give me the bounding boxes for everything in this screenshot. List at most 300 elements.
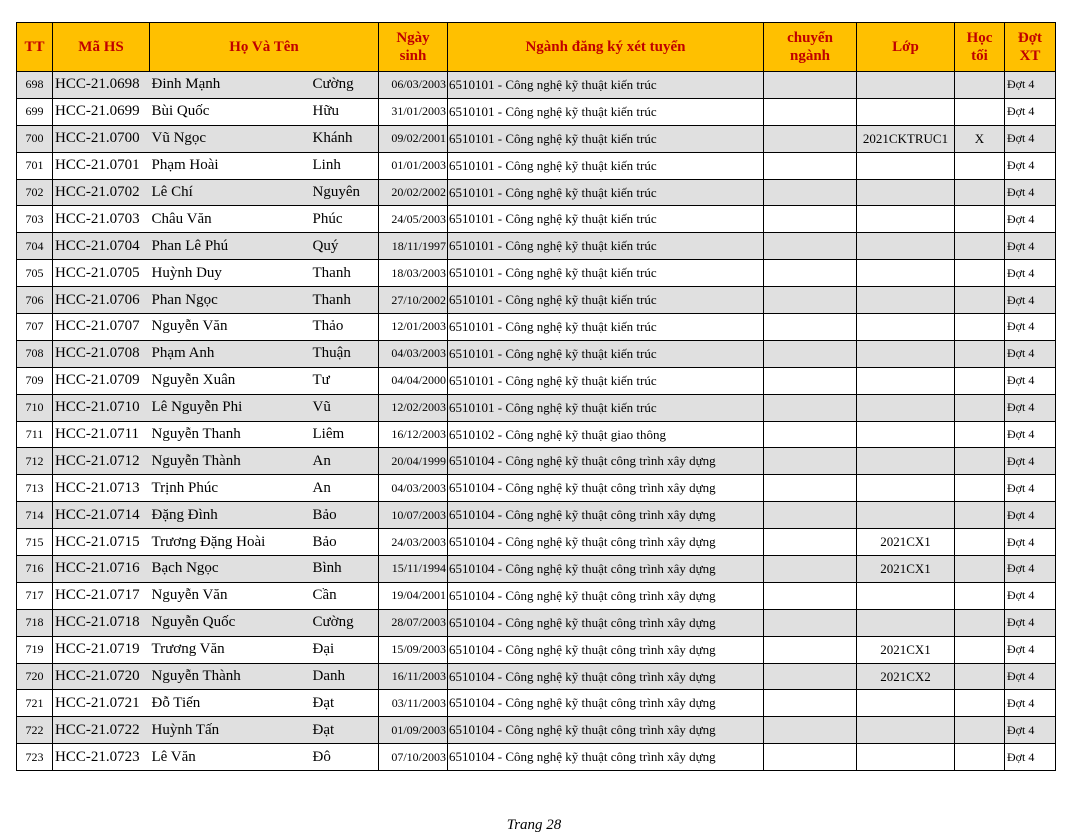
cell-tt: 714: [17, 502, 53, 529]
cell-ten: Liêm: [311, 421, 379, 448]
cell-chuyen-nganh: [764, 556, 857, 583]
cell-ma-hs: HCC-21.0709: [53, 367, 150, 394]
cell-dot-xt: Đợt 4: [1005, 502, 1056, 529]
cell-ngay-sinh: 24/05/2003: [379, 206, 448, 233]
cell-tt: 719: [17, 636, 53, 663]
cell-chuyen-nganh: [764, 502, 857, 529]
cell-ho: Trịnh Phúc: [150, 475, 311, 502]
cell-tt: 703: [17, 206, 53, 233]
cell-chuyen-nganh: [764, 179, 857, 206]
cell-dot-xt: Đợt 4: [1005, 448, 1056, 475]
cell-lop: [857, 582, 955, 609]
cell-ma-hs: HCC-21.0699: [53, 98, 150, 125]
cell-ma-hs: HCC-21.0711: [53, 421, 150, 448]
cell-lop: 2021CX1: [857, 556, 955, 583]
header-ngay-sinh-line2: sinh: [399, 48, 427, 64]
cell-chuyen-nganh: [764, 609, 857, 636]
cell-hoc-toi: [955, 475, 1005, 502]
cell-nganh: 6510101 - Công nghệ kỹ thuật kiến trúc: [448, 340, 764, 367]
cell-nganh: 6510104 - Công nghệ kỹ thuật công trình xây dựng: [448, 663, 764, 690]
cell-ma-hs: HCC-21.0713: [53, 475, 150, 502]
cell-chuyen-nganh: [764, 233, 857, 260]
cell-tt: 702: [17, 179, 53, 206]
cell-tt: 709: [17, 367, 53, 394]
cell-lop: [857, 421, 955, 448]
cell-nganh: 6510101 - Công nghệ kỹ thuật kiến trúc: [448, 206, 764, 233]
cell-ho: Nguyễn Thành: [150, 663, 311, 690]
cell-lop: [857, 260, 955, 287]
cell-ma-hs: HCC-21.0701: [53, 152, 150, 179]
cell-ngay-sinh: 16/12/2003: [379, 421, 448, 448]
header-hoc-toi-line2: tối: [971, 48, 988, 64]
table-row: [17, 233, 1056, 260]
cell-nganh: 6510104 - Công nghệ kỹ thuật công trình xây dựng: [448, 448, 764, 475]
cell-ngay-sinh: 07/10/2003: [379, 744, 448, 771]
cell-lop: [857, 340, 955, 367]
cell-ten: Quý: [311, 233, 379, 260]
header-hoc-toi: [955, 23, 1005, 72]
cell-ten: Nguyên: [311, 179, 379, 206]
header-lop-label: Lớp: [892, 39, 919, 55]
header-lop: [857, 23, 955, 72]
cell-dot-xt: Đợt 4: [1005, 72, 1056, 99]
cell-ma-hs: HCC-21.0698: [53, 72, 150, 99]
cell-tt: 716: [17, 556, 53, 583]
cell-tt: 698: [17, 72, 53, 99]
header-hoc-toi-line1: Học: [966, 30, 993, 46]
cell-tt: 705: [17, 260, 53, 287]
cell-ho: Bùi Quốc: [150, 98, 311, 125]
cell-dot-xt: Đợt 4: [1005, 582, 1056, 609]
cell-ten: Đô: [311, 744, 379, 771]
cell-ho: Lê Nguyễn Phi: [150, 394, 311, 421]
cell-chuyen-nganh: [764, 206, 857, 233]
cell-ho: Phan Lê Phú: [150, 233, 311, 260]
cell-ten: An: [311, 475, 379, 502]
cell-ma-hs: HCC-21.0708: [53, 340, 150, 367]
table-row: [17, 556, 1056, 583]
table-row: [17, 206, 1056, 233]
cell-ngay-sinh: 12/02/2003: [379, 394, 448, 421]
cell-tt: 704: [17, 233, 53, 260]
table-row: [17, 582, 1056, 609]
cell-hoc-toi: [955, 260, 1005, 287]
cell-ngay-sinh: 10/07/2003: [379, 502, 448, 529]
cell-tt: 701: [17, 152, 53, 179]
cell-ho: Bạch Ngọc: [150, 556, 311, 583]
page-number: Trang 28: [506, 817, 562, 833]
cell-hoc-toi: [955, 72, 1005, 99]
cell-ten: Cần: [311, 582, 379, 609]
cell-ho: Trương Văn: [150, 636, 311, 663]
cell-dot-xt: Đợt 4: [1005, 475, 1056, 502]
cell-ngay-sinh: 20/02/2002: [379, 179, 448, 206]
cell-ho: Huỳnh Tấn: [150, 717, 311, 744]
cell-tt: 699: [17, 98, 53, 125]
cell-ho: Nguyễn Văn: [150, 582, 311, 609]
cell-ten: Bảo: [311, 502, 379, 529]
table-row: [17, 663, 1056, 690]
cell-lop: 2021CX1: [857, 636, 955, 663]
cell-ma-hs: HCC-21.0719: [53, 636, 150, 663]
cell-hoc-toi: [955, 421, 1005, 448]
cell-tt: 722: [17, 717, 53, 744]
cell-nganh: 6510101 - Công nghệ kỹ thuật kiến trúc: [448, 233, 764, 260]
table-row: [17, 717, 1056, 744]
cell-ma-hs: HCC-21.0712: [53, 448, 150, 475]
cell-tt: 715: [17, 529, 53, 556]
cell-ma-hs: HCC-21.0707: [53, 314, 150, 341]
cell-lop: [857, 690, 955, 717]
cell-hoc-toi: X: [955, 125, 1005, 152]
cell-ngay-sinh: 12/01/2003: [379, 314, 448, 341]
cell-lop: [857, 717, 955, 744]
cell-ten: Đạt: [311, 690, 379, 717]
header-chuyen-nganh-line2: ngành: [789, 48, 831, 64]
header-nganh: [448, 23, 764, 72]
cell-lop: 2021CKTRUC1: [857, 125, 955, 152]
cell-chuyen-nganh: [764, 260, 857, 287]
cell-nganh: 6510101 - Công nghệ kỹ thuật kiến trúc: [448, 260, 764, 287]
cell-ma-hs: HCC-21.0706: [53, 287, 150, 314]
cell-ma-hs: HCC-21.0703: [53, 206, 150, 233]
cell-ho: Lê Văn: [150, 744, 311, 771]
cell-ten: Phúc: [311, 206, 379, 233]
cell-dot-xt: Đợt 4: [1005, 314, 1056, 341]
cell-lop: [857, 179, 955, 206]
cell-lop: [857, 394, 955, 421]
cell-lop: [857, 475, 955, 502]
table-row: [17, 421, 1056, 448]
cell-ngay-sinh: 01/09/2003: [379, 717, 448, 744]
cell-lop: [857, 609, 955, 636]
header-dot-xt: [1005, 23, 1056, 72]
cell-ho: Phạm Hoài: [150, 152, 311, 179]
table-row: [17, 152, 1056, 179]
table-row: [17, 179, 1056, 206]
cell-ngay-sinh: 15/09/2003: [379, 636, 448, 663]
cell-ten: Vũ: [311, 394, 379, 421]
cell-chuyen-nganh: [764, 690, 857, 717]
cell-hoc-toi: [955, 206, 1005, 233]
cell-dot-xt: Đợt 4: [1005, 98, 1056, 125]
cell-hoc-toi: [955, 502, 1005, 529]
cell-ho: Đỗ Tiến: [150, 690, 311, 717]
cell-nganh: 6510101 - Công nghệ kỹ thuật kiến trúc: [448, 367, 764, 394]
cell-chuyen-nganh: [764, 448, 857, 475]
table-row: [17, 287, 1056, 314]
cell-ma-hs: HCC-21.0716: [53, 556, 150, 583]
cell-nganh: 6510104 - Công nghệ kỹ thuật công trình xây dựng: [448, 609, 764, 636]
cell-ho: Phạm Anh: [150, 340, 311, 367]
cell-dot-xt: Đợt 4: [1005, 636, 1056, 663]
cell-ho: Vũ Ngọc: [150, 125, 311, 152]
cell-chuyen-nganh: [764, 475, 857, 502]
header-ngay-sinh-line1: Ngày: [396, 30, 430, 46]
cell-ngay-sinh: 20/04/1999: [379, 448, 448, 475]
cell-nganh: 6510104 - Công nghệ kỹ thuật công trình xây dựng: [448, 717, 764, 744]
cell-ho: Trương Đặng Hoài: [150, 529, 311, 556]
table-row: [17, 609, 1056, 636]
cell-hoc-toi: [955, 233, 1005, 260]
cell-ten: Đại: [311, 636, 379, 663]
cell-ho: Nguyễn Quốc: [150, 609, 311, 636]
cell-ma-hs: HCC-21.0720: [53, 663, 150, 690]
cell-ho: Đinh Mạnh: [150, 72, 311, 99]
cell-ma-hs: HCC-21.0700: [53, 125, 150, 152]
cell-ho: Nguyễn Xuân: [150, 367, 311, 394]
cell-lop: [857, 233, 955, 260]
cell-hoc-toi: [955, 314, 1005, 341]
cell-hoc-toi: [955, 717, 1005, 744]
cell-chuyen-nganh: [764, 98, 857, 125]
cell-lop: [857, 448, 955, 475]
cell-ma-hs: HCC-21.0717: [53, 582, 150, 609]
cell-tt: 708: [17, 340, 53, 367]
cell-tt: 700: [17, 125, 53, 152]
table-row: [17, 448, 1056, 475]
cell-dot-xt: Đợt 4: [1005, 529, 1056, 556]
header-ngay-sinh: [379, 23, 448, 72]
cell-nganh: 6510101 - Công nghệ kỹ thuật kiến trúc: [448, 125, 764, 152]
cell-ngay-sinh: 04/04/2000: [379, 367, 448, 394]
cell-chuyen-nganh: [764, 287, 857, 314]
cell-ngay-sinh: 16/11/2003: [379, 663, 448, 690]
cell-tt: 707: [17, 314, 53, 341]
cell-dot-xt: Đợt 4: [1005, 287, 1056, 314]
cell-hoc-toi: [955, 367, 1005, 394]
header-ho-ten-label: Họ Và Tên: [229, 39, 299, 55]
cell-chuyen-nganh: [764, 421, 857, 448]
cell-ten: Cường: [311, 72, 379, 99]
cell-lop: [857, 72, 955, 99]
cell-lop: [857, 206, 955, 233]
cell-chuyen-nganh: [764, 663, 857, 690]
cell-tt: 712: [17, 448, 53, 475]
cell-nganh: 6510101 - Công nghệ kỹ thuật kiến trúc: [448, 98, 764, 125]
header-dot-xt-line2: XT: [1019, 48, 1041, 64]
cell-ngay-sinh: 15/11/1994: [379, 556, 448, 583]
cell-tt: 718: [17, 609, 53, 636]
table-body: [17, 72, 1056, 771]
cell-chuyen-nganh: [764, 394, 857, 421]
cell-lop: [857, 314, 955, 341]
cell-tt: 721: [17, 690, 53, 717]
cell-lop: [857, 287, 955, 314]
cell-lop: [857, 98, 955, 125]
cell-dot-xt: Đợt 4: [1005, 744, 1056, 771]
header-ho-ten: [150, 23, 379, 72]
cell-dot-xt: Đợt 4: [1005, 206, 1056, 233]
cell-ma-hs: HCC-21.0721: [53, 690, 150, 717]
cell-chuyen-nganh: [764, 314, 857, 341]
cell-dot-xt: Đợt 4: [1005, 663, 1056, 690]
cell-ten: Thanh: [311, 260, 379, 287]
cell-hoc-toi: [955, 340, 1005, 367]
cell-ten: Danh: [311, 663, 379, 690]
cell-ma-hs: HCC-21.0702: [53, 179, 150, 206]
cell-hoc-toi: [955, 609, 1005, 636]
cell-ngay-sinh: 04/03/2003: [379, 475, 448, 502]
cell-nganh: 6510104 - Công nghệ kỹ thuật công trình xây dựng: [448, 502, 764, 529]
table-row: [17, 744, 1056, 771]
cell-ho: Nguyễn Thành: [150, 448, 311, 475]
cell-tt: 711: [17, 421, 53, 448]
cell-ten: Đạt: [311, 717, 379, 744]
header-chuyen-nganh-line1: chuyển: [787, 30, 833, 46]
cell-nganh: 6510101 - Công nghệ kỹ thuật kiến trúc: [448, 314, 764, 341]
cell-chuyen-nganh: [764, 152, 857, 179]
cell-hoc-toi: [955, 529, 1005, 556]
cell-ho: Phan Ngọc: [150, 287, 311, 314]
cell-ma-hs: HCC-21.0715: [53, 529, 150, 556]
cell-tt: 713: [17, 475, 53, 502]
cell-ma-hs: HCC-21.0723: [53, 744, 150, 771]
cell-nganh: 6510104 - Công nghệ kỹ thuật công trình xây dựng: [448, 582, 764, 609]
cell-chuyen-nganh: [764, 717, 857, 744]
cell-hoc-toi: [955, 690, 1005, 717]
table-row: [17, 394, 1056, 421]
table-row: [17, 340, 1056, 367]
cell-ten: Khánh: [311, 125, 379, 152]
cell-ngay-sinh: 03/11/2003: [379, 690, 448, 717]
cell-hoc-toi: [955, 582, 1005, 609]
cell-lop: 2021CX2: [857, 663, 955, 690]
cell-hoc-toi: [955, 179, 1005, 206]
cell-nganh: 6510101 - Công nghệ kỹ thuật kiến trúc: [448, 152, 764, 179]
cell-tt: 706: [17, 287, 53, 314]
cell-nganh: 6510101 - Công nghệ kỹ thuật kiến trúc: [448, 287, 764, 314]
table-row: [17, 475, 1056, 502]
cell-ten: Thuận: [311, 340, 379, 367]
cell-chuyen-nganh: [764, 367, 857, 394]
cell-hoc-toi: [955, 744, 1005, 771]
cell-chuyen-nganh: [764, 636, 857, 663]
cell-hoc-toi: [955, 448, 1005, 475]
cell-tt: 720: [17, 663, 53, 690]
table-row: [17, 260, 1056, 287]
cell-ngay-sinh: 01/01/2003: [379, 152, 448, 179]
cell-nganh: 6510104 - Công nghệ kỹ thuật công trình xây dựng: [448, 556, 764, 583]
header-nganh-label: Ngành đăng ký xét tuyển: [525, 39, 686, 55]
cell-chuyen-nganh: [764, 72, 857, 99]
cell-dot-xt: Đợt 4: [1005, 340, 1056, 367]
cell-ho: Nguyễn Văn: [150, 314, 311, 341]
cell-ma-hs: HCC-21.0705: [53, 260, 150, 287]
header-tt-label: TT: [24, 39, 45, 55]
cell-dot-xt: Đợt 4: [1005, 260, 1056, 287]
cell-hoc-toi: [955, 287, 1005, 314]
cell-ten: Bảo: [311, 529, 379, 556]
cell-lop: [857, 152, 955, 179]
cell-dot-xt: Đợt 4: [1005, 367, 1056, 394]
cell-ten: Thảo: [311, 314, 379, 341]
cell-nganh: 6510102 - Công nghệ kỹ thuật giao thông: [448, 421, 764, 448]
cell-nganh: 6510104 - Công nghệ kỹ thuật công trình xây dựng: [448, 744, 764, 771]
cell-ten: Tư: [311, 367, 379, 394]
cell-ngay-sinh: 24/03/2003: [379, 529, 448, 556]
cell-dot-xt: Đợt 4: [1005, 233, 1056, 260]
cell-lop: 2021CX1: [857, 529, 955, 556]
cell-ngay-sinh: 09/02/2001: [379, 125, 448, 152]
cell-hoc-toi: [955, 394, 1005, 421]
table-row: [17, 367, 1056, 394]
cell-ma-hs: HCC-21.0714: [53, 502, 150, 529]
cell-ma-hs: HCC-21.0704: [53, 233, 150, 260]
student-table: [16, 22, 1056, 771]
cell-ho: Lê Chí: [150, 179, 311, 206]
table-row: [17, 314, 1056, 341]
cell-ten: Thanh: [311, 287, 379, 314]
cell-nganh: 6510104 - Công nghệ kỹ thuật công trình xây dựng: [448, 529, 764, 556]
cell-dot-xt: Đợt 4: [1005, 152, 1056, 179]
cell-ngay-sinh: 18/03/2003: [379, 260, 448, 287]
cell-nganh: 6510104 - Công nghệ kỹ thuật công trình xây dựng: [448, 475, 764, 502]
cell-ho: Châu Văn: [150, 206, 311, 233]
header-chuyen-nganh: [764, 23, 857, 72]
cell-ngay-sinh: 06/03/2003: [379, 72, 448, 99]
cell-ma-hs: HCC-21.0718: [53, 609, 150, 636]
cell-ho: Nguyễn Thanh: [150, 421, 311, 448]
cell-ten: Linh: [311, 152, 379, 179]
cell-ma-hs: HCC-21.0710: [53, 394, 150, 421]
cell-nganh: 6510101 - Công nghệ kỹ thuật kiến trúc: [448, 394, 764, 421]
table-row: [17, 636, 1056, 663]
cell-nganh: 6510104 - Công nghệ kỹ thuật công trình xây dựng: [448, 636, 764, 663]
cell-ngay-sinh: 28/07/2003: [379, 609, 448, 636]
header-ma-hs: [53, 23, 150, 72]
cell-hoc-toi: [955, 663, 1005, 690]
cell-nganh: 6510104 - Công nghệ kỹ thuật công trình xây dựng: [448, 690, 764, 717]
cell-hoc-toi: [955, 152, 1005, 179]
cell-nganh: 6510101 - Công nghệ kỹ thuật kiến trúc: [448, 72, 764, 99]
cell-tt: 723: [17, 744, 53, 771]
cell-ngay-sinh: 31/01/2003: [379, 98, 448, 125]
cell-ten: Cường: [311, 609, 379, 636]
cell-ngay-sinh: 04/03/2003: [379, 340, 448, 367]
table-row: [17, 690, 1056, 717]
cell-ten: An: [311, 448, 379, 475]
cell-chuyen-nganh: [764, 744, 857, 771]
table-row: [17, 72, 1056, 99]
table-row: [17, 98, 1056, 125]
cell-lop: [857, 367, 955, 394]
cell-chuyen-nganh: [764, 125, 857, 152]
table-row: [17, 529, 1056, 556]
cell-hoc-toi: [955, 636, 1005, 663]
cell-ho: Đặng Đình: [150, 502, 311, 529]
header-tt: [17, 23, 53, 72]
cell-ngay-sinh: 19/04/2001: [379, 582, 448, 609]
cell-hoc-toi: [955, 98, 1005, 125]
cell-hoc-toi: [955, 556, 1005, 583]
cell-dot-xt: Đợt 4: [1005, 690, 1056, 717]
cell-ma-hs: HCC-21.0722: [53, 717, 150, 744]
cell-chuyen-nganh: [764, 582, 857, 609]
table-row: [17, 125, 1056, 152]
cell-dot-xt: Đợt 4: [1005, 609, 1056, 636]
header-dot-xt-line1: Đợt: [1017, 30, 1043, 46]
cell-dot-xt: Đợt 4: [1005, 717, 1056, 744]
cell-dot-xt: Đợt 4: [1005, 556, 1056, 583]
cell-tt: 710: [17, 394, 53, 421]
cell-dot-xt: Đợt 4: [1005, 394, 1056, 421]
cell-ten: Hữu: [311, 98, 379, 125]
table-row: [17, 502, 1056, 529]
table-header: [17, 23, 1056, 72]
cell-ngay-sinh: 18/11/1997: [379, 233, 448, 260]
cell-chuyen-nganh: [764, 340, 857, 367]
